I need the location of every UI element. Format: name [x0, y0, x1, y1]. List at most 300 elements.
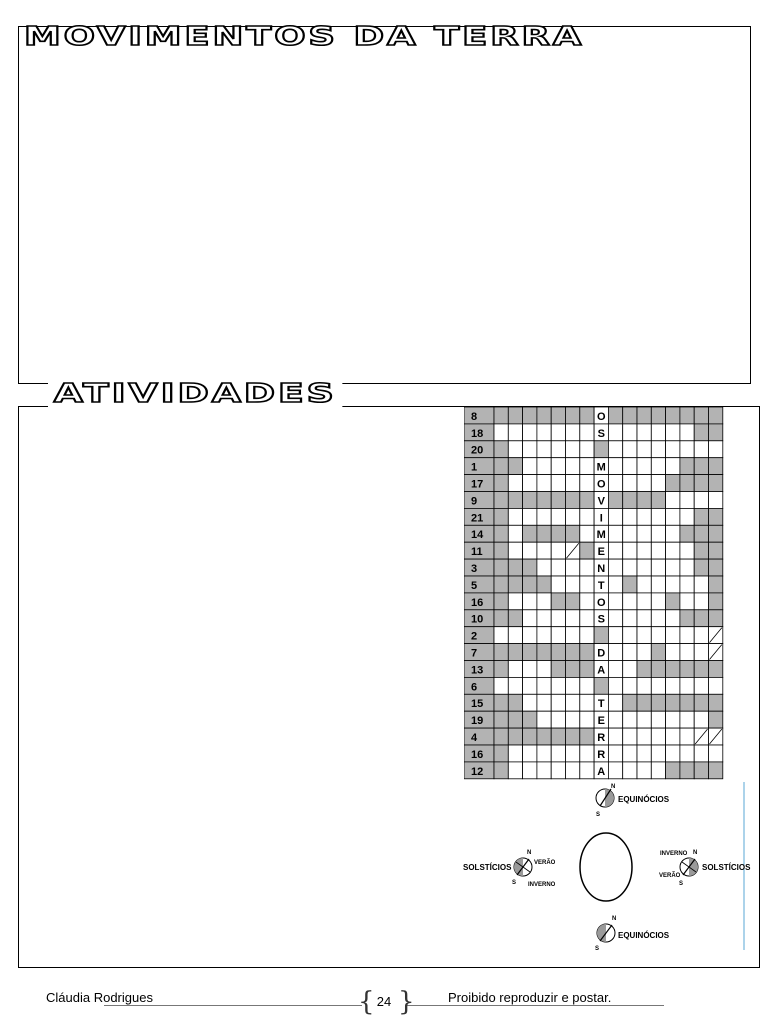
answer-cell[interactable]: [608, 711, 622, 728]
answer-cell[interactable]: [580, 627, 594, 644]
equinox-label-bottom: EQUINÓCIOS: [618, 931, 670, 940]
answer-cell: [694, 559, 708, 576]
key-letter: M: [596, 529, 606, 542]
answer-cell[interactable]: [623, 458, 637, 475]
answer-cell[interactable]: [566, 762, 580, 779]
key-letter: E: [597, 715, 605, 728]
answer-cell: [694, 542, 708, 559]
answer-cell[interactable]: [608, 441, 622, 458]
answer-cell[interactable]: [566, 559, 580, 576]
key-letter: O: [596, 596, 606, 609]
answer-cell[interactable]: [666, 576, 680, 593]
answer-cell[interactable]: [551, 424, 565, 441]
answer-cell[interactable]: [666, 458, 680, 475]
answer-cell[interactable]: [537, 610, 551, 627]
row-number-cell: [464, 458, 494, 475]
answer-cell[interactable]: [623, 711, 637, 728]
row-number: 10: [471, 613, 484, 626]
answer-cell[interactable]: [608, 661, 622, 678]
answer-cell[interactable]: [580, 610, 594, 627]
answer-cell[interactable]: [666, 677, 680, 694]
answer-cell[interactable]: [694, 492, 708, 509]
answer-cell[interactable]: [637, 458, 651, 475]
answer-cell[interactable]: [666, 492, 680, 509]
answer-cell[interactable]: [666, 542, 680, 559]
row-number: 15: [471, 698, 484, 711]
answer-cell[interactable]: [637, 610, 651, 627]
answer-cell[interactable]: [566, 441, 580, 458]
answer-cell[interactable]: [651, 441, 665, 458]
row-number: 5: [471, 579, 478, 592]
answer-cell[interactable]: [508, 475, 522, 492]
key-letter: R: [597, 748, 606, 761]
answer-cell[interactable]: [680, 711, 694, 728]
answer-cell[interactable]: [494, 627, 508, 644]
answer-cell[interactable]: [651, 525, 665, 542]
answer-cell[interactable]: [566, 424, 580, 441]
answer-cell[interactable]: [508, 593, 522, 610]
answer-cell: [709, 762, 723, 779]
crossword-row: [464, 677, 723, 694]
answer-cell[interactable]: [551, 694, 565, 711]
answer-cell: [580, 542, 594, 559]
answer-cell: [508, 610, 522, 627]
answer-cell[interactable]: [508, 627, 522, 644]
crossword-row: [464, 424, 723, 441]
answer-cell[interactable]: [680, 508, 694, 525]
answer-cell[interactable]: [623, 593, 637, 610]
answer-cell: [508, 728, 522, 745]
answer-cell[interactable]: [551, 610, 565, 627]
answer-cell[interactable]: [580, 559, 594, 576]
answer-cell: [508, 644, 522, 661]
answer-cell[interactable]: [608, 508, 622, 525]
answer-cell[interactable]: [580, 593, 594, 610]
answer-cell[interactable]: [637, 441, 651, 458]
answer-cell[interactable]: [508, 745, 522, 762]
row-number: 9: [471, 495, 478, 508]
answer-cell[interactable]: [551, 745, 565, 762]
answer-cell[interactable]: [651, 576, 665, 593]
answer-cell[interactable]: [551, 441, 565, 458]
answer-cell[interactable]: [566, 475, 580, 492]
answer-cell[interactable]: [623, 728, 637, 745]
answer-cell[interactable]: [651, 593, 665, 610]
answer-cell[interactable]: [680, 559, 694, 576]
answer-cell[interactable]: [623, 508, 637, 525]
crossword-row: [464, 610, 723, 627]
answer-cell[interactable]: [651, 424, 665, 441]
answer-cell[interactable]: [508, 424, 522, 441]
answer-cell: [580, 644, 594, 661]
row-number-cell: [464, 627, 494, 644]
crossword-row: [464, 694, 723, 711]
answer-cell[interactable]: [523, 458, 537, 475]
sun-orbit-circle: [580, 833, 632, 901]
answer-cell[interactable]: [651, 677, 665, 694]
answer-cell[interactable]: [623, 441, 637, 458]
answer-cell: [523, 525, 537, 542]
answer-cell: [694, 525, 708, 542]
answer-cell[interactable]: [508, 661, 522, 678]
answer-cell[interactable]: [523, 762, 537, 779]
globe-solstice-left: [463, 850, 556, 888]
answer-cell[interactable]: [537, 559, 551, 576]
answer-cell[interactable]: [623, 475, 637, 492]
answer-cell[interactable]: [566, 627, 580, 644]
answer-cell[interactable]: [523, 424, 537, 441]
crossword-grid: [464, 407, 753, 780]
key-letter: A: [597, 664, 606, 677]
answer-cell[interactable]: [666, 559, 680, 576]
answer-cell[interactable]: [566, 677, 580, 694]
answer-cell[interactable]: [537, 508, 551, 525]
answer-cell: [694, 661, 708, 678]
row-number: 11: [471, 546, 483, 559]
answer-cell[interactable]: [580, 677, 594, 694]
answer-cell[interactable]: [537, 745, 551, 762]
answer-cell[interactable]: [551, 711, 565, 728]
answer-cell[interactable]: [651, 559, 665, 576]
answer-cell[interactable]: [608, 559, 622, 576]
answer-cell: [494, 441, 508, 458]
answer-cell[interactable]: [637, 508, 651, 525]
answer-cell: [551, 407, 565, 424]
answer-cell[interactable]: [523, 593, 537, 610]
answer-cell[interactable]: [523, 694, 537, 711]
answer-cell[interactable]: [508, 762, 522, 779]
answer-cell[interactable]: [651, 542, 665, 559]
answer-cell[interactable]: [694, 677, 708, 694]
answer-cell: [666, 694, 680, 711]
answer-cell[interactable]: [551, 542, 565, 559]
answer-cell[interactable]: [523, 627, 537, 644]
answer-cell[interactable]: [623, 677, 637, 694]
answer-cell[interactable]: [608, 745, 622, 762]
answer-cell[interactable]: [680, 627, 694, 644]
answer-cell: [566, 661, 580, 678]
key-letter: V: [597, 495, 605, 508]
answer-cell: [709, 559, 723, 576]
answer-cell: [709, 593, 723, 610]
page-title: MOVIMENTOS DA TERRA: [24, 22, 585, 52]
answer-cell[interactable]: [608, 644, 622, 661]
answer-cell[interactable]: [666, 644, 680, 661]
answer-cell[interactable]: [651, 711, 665, 728]
answer-cell[interactable]: [637, 475, 651, 492]
answer-cell[interactable]: [637, 542, 651, 559]
answer-cell: [709, 508, 723, 525]
key-letter: O: [596, 410, 606, 423]
answer-cell[interactable]: [608, 694, 622, 711]
answer-cell[interactable]: [680, 728, 694, 745]
footer-line-left: [104, 1005, 362, 1006]
answer-cell[interactable]: [608, 627, 622, 644]
answer-cell[interactable]: [523, 610, 537, 627]
answer-cell[interactable]: [637, 728, 651, 745]
answer-cell: [694, 458, 708, 475]
answer-cell[interactable]: [523, 745, 537, 762]
answer-cell[interactable]: [523, 508, 537, 525]
answer-cell: [537, 576, 551, 593]
answer-cell[interactable]: [580, 508, 594, 525]
answer-cell[interactable]: [508, 441, 522, 458]
summer-label-right: VERÃO: [659, 873, 681, 879]
activities-title: ATIVIDADES: [48, 381, 342, 407]
answer-cell[interactable]: [608, 762, 622, 779]
answer-cell: [680, 458, 694, 475]
answer-cell[interactable]: [694, 745, 708, 762]
answer-cell: [680, 407, 694, 424]
answer-cell[interactable]: [680, 745, 694, 762]
answer-cell[interactable]: [709, 441, 723, 458]
answer-cell[interactable]: [637, 745, 651, 762]
answer-cell: [680, 610, 694, 627]
globe-equinox-bottom: [595, 916, 670, 952]
answer-cell[interactable]: [551, 458, 565, 475]
answer-cell[interactable]: [694, 644, 708, 661]
answer-cell[interactable]: [508, 542, 522, 559]
answer-cell[interactable]: [551, 508, 565, 525]
answer-cell[interactable]: [694, 711, 708, 728]
answer-cell[interactable]: [666, 745, 680, 762]
answer-cell[interactable]: [651, 458, 665, 475]
answer-cell[interactable]: [537, 627, 551, 644]
answer-cell[interactable]: [651, 610, 665, 627]
answer-cell[interactable]: [566, 711, 580, 728]
answer-cell[interactable]: [680, 492, 694, 509]
answer-cell[interactable]: [551, 475, 565, 492]
answer-cell: [523, 711, 537, 728]
answer-cell[interactable]: [580, 694, 594, 711]
answer-cell[interactable]: [608, 728, 622, 745]
answer-cell[interactable]: [580, 762, 594, 779]
answer-cell[interactable]: [709, 745, 723, 762]
answer-cell[interactable]: [566, 745, 580, 762]
answer-cell[interactable]: [608, 424, 622, 441]
answer-cell[interactable]: [537, 475, 551, 492]
answer-cell[interactable]: [608, 525, 622, 542]
crossword-row: [464, 525, 723, 542]
answer-cell[interactable]: [623, 644, 637, 661]
answer-cell[interactable]: [608, 610, 622, 627]
answer-cell: [494, 508, 508, 525]
answer-cell: [494, 576, 508, 593]
answer-cell[interactable]: [537, 661, 551, 678]
answer-cell[interactable]: [694, 593, 708, 610]
answer-cell[interactable]: [580, 525, 594, 542]
answer-cell[interactable]: [566, 694, 580, 711]
answer-cell[interactable]: [637, 644, 651, 661]
answer-cell: [694, 694, 708, 711]
pole-n-label: N: [612, 916, 617, 922]
answer-cell[interactable]: [580, 711, 594, 728]
answer-cell[interactable]: [694, 627, 708, 644]
answer-cell: [494, 610, 508, 627]
answer-cell[interactable]: [608, 576, 622, 593]
answer-cell[interactable]: [680, 576, 694, 593]
answer-cell[interactable]: [551, 576, 565, 593]
answer-cell: [651, 694, 665, 711]
answer-cell[interactable]: [537, 694, 551, 711]
row-number: 20: [471, 444, 484, 457]
answer-cell: [494, 661, 508, 678]
row-number-cell: [464, 407, 494, 424]
crossword-row: [464, 542, 723, 559]
answer-cell[interactable]: [508, 525, 522, 542]
answer-cell[interactable]: [523, 475, 537, 492]
answer-cell[interactable]: [666, 728, 680, 745]
answer-cell[interactable]: [666, 627, 680, 644]
answer-cell: [494, 762, 508, 779]
answer-cell[interactable]: [580, 458, 594, 475]
answer-cell[interactable]: [680, 677, 694, 694]
answer-cell[interactable]: [608, 677, 622, 694]
answer-cell[interactable]: [580, 475, 594, 492]
answer-cell[interactable]: [494, 677, 508, 694]
answer-cell[interactable]: [551, 559, 565, 576]
answer-cell: [566, 593, 580, 610]
answer-cell[interactable]: [623, 424, 637, 441]
answer-cell[interactable]: [608, 593, 622, 610]
answer-cell: [566, 407, 580, 424]
answer-cell[interactable]: [566, 458, 580, 475]
answer-cell[interactable]: [709, 677, 723, 694]
answer-cell[interactable]: [523, 441, 537, 458]
answer-cell[interactable]: [680, 644, 694, 661]
answer-cell: [508, 694, 522, 711]
crossword-row: [464, 576, 723, 593]
answer-cell: [694, 407, 708, 424]
answer-cell[interactable]: [637, 559, 651, 576]
answer-cell[interactable]: [494, 424, 508, 441]
answer-cell[interactable]: [680, 424, 694, 441]
answer-cell[interactable]: [580, 745, 594, 762]
answer-cell[interactable]: [651, 745, 665, 762]
answer-cell[interactable]: [537, 458, 551, 475]
answer-cell[interactable]: [537, 593, 551, 610]
answer-cell: [551, 593, 565, 610]
answer-cell[interactable]: [666, 610, 680, 627]
answer-cell[interactable]: [637, 525, 651, 542]
equinox-label-top: EQUINÓCIOS: [618, 795, 670, 804]
answer-cell[interactable]: [537, 441, 551, 458]
answer-cell: [494, 745, 508, 762]
answer-cell[interactable]: [537, 542, 551, 559]
answer-cell[interactable]: [666, 525, 680, 542]
answer-cell[interactable]: [623, 745, 637, 762]
answer-cell: [494, 407, 508, 424]
crossword-row: [464, 492, 723, 509]
answer-cell[interactable]: [709, 492, 723, 509]
answer-cell[interactable]: [637, 762, 651, 779]
pole-s-label: S: [512, 880, 517, 886]
answer-cell[interactable]: [623, 762, 637, 779]
answer-cell[interactable]: [566, 508, 580, 525]
answer-cell[interactable]: [637, 627, 651, 644]
answer-cell[interactable]: [523, 661, 537, 678]
answer-cell[interactable]: [623, 610, 637, 627]
answer-cell: [709, 475, 723, 492]
answer-cell[interactable]: [666, 711, 680, 728]
answer-cell[interactable]: [680, 593, 694, 610]
answer-cell[interactable]: [623, 627, 637, 644]
answer-cell: [537, 644, 551, 661]
answer-cell[interactable]: [537, 424, 551, 441]
row-number: 19: [471, 715, 484, 728]
answer-cell[interactable]: [637, 576, 651, 593]
answer-cell[interactable]: [666, 441, 680, 458]
answer-cell: [566, 644, 580, 661]
answer-cell[interactable]: [666, 424, 680, 441]
answer-cell[interactable]: [551, 677, 565, 694]
answer-cell: [666, 593, 680, 610]
answer-cell[interactable]: [608, 542, 622, 559]
answer-cell[interactable]: [580, 576, 594, 593]
answer-cell[interactable]: [608, 458, 622, 475]
answer-cell[interactable]: [651, 508, 665, 525]
answer-cell[interactable]: [608, 475, 622, 492]
answer-cell[interactable]: [508, 677, 522, 694]
row-number: 6: [471, 681, 478, 694]
answer-cell[interactable]: [651, 475, 665, 492]
answer-cell: [680, 475, 694, 492]
row-number: 2: [471, 630, 478, 643]
answer-cell[interactable]: [623, 559, 637, 576]
answer-cell[interactable]: [580, 424, 594, 441]
answer-cell[interactable]: [566, 576, 580, 593]
answer-cell[interactable]: [651, 762, 665, 779]
answer-cell[interactable]: [537, 711, 551, 728]
answer-cell[interactable]: [651, 627, 665, 644]
key-letter: S: [597, 613, 605, 626]
answer-cell[interactable]: [637, 711, 651, 728]
answer-cell[interactable]: [551, 627, 565, 644]
answer-cell[interactable]: [523, 677, 537, 694]
answer-cell[interactable]: [537, 677, 551, 694]
answer-cell: [637, 407, 651, 424]
answer-cell[interactable]: [508, 508, 522, 525]
answer-cell[interactable]: [694, 576, 708, 593]
answer-cell[interactable]: [651, 728, 665, 745]
answer-cell[interactable]: [623, 661, 637, 678]
answer-cell[interactable]: [580, 441, 594, 458]
key-letter: R: [597, 732, 606, 744]
row-number: 1: [471, 461, 478, 474]
answer-cell[interactable]: [623, 525, 637, 542]
answer-cell[interactable]: [566, 610, 580, 627]
answer-cell[interactable]: [694, 441, 708, 458]
answer-cell[interactable]: [680, 542, 694, 559]
answer-cell[interactable]: [637, 677, 651, 694]
answer-cell: [551, 661, 565, 678]
earth-orbit-diagram: [455, 782, 755, 958]
answer-cell: [494, 711, 508, 728]
answer-cell[interactable]: [666, 508, 680, 525]
answer-cell[interactable]: [680, 441, 694, 458]
crossword-row: [464, 745, 723, 762]
row-number: 7: [471, 647, 478, 660]
answer-cell[interactable]: [537, 762, 551, 779]
answer-cell[interactable]: [637, 593, 651, 610]
answer-cell[interactable]: [523, 542, 537, 559]
page-brace-left: {: [358, 987, 375, 1017]
answer-cell[interactable]: [551, 762, 565, 779]
answer-cell[interactable]: [637, 424, 651, 441]
globe-equinox-top: [596, 784, 670, 818]
answer-cell[interactable]: [623, 542, 637, 559]
answer-cell: [494, 644, 508, 661]
